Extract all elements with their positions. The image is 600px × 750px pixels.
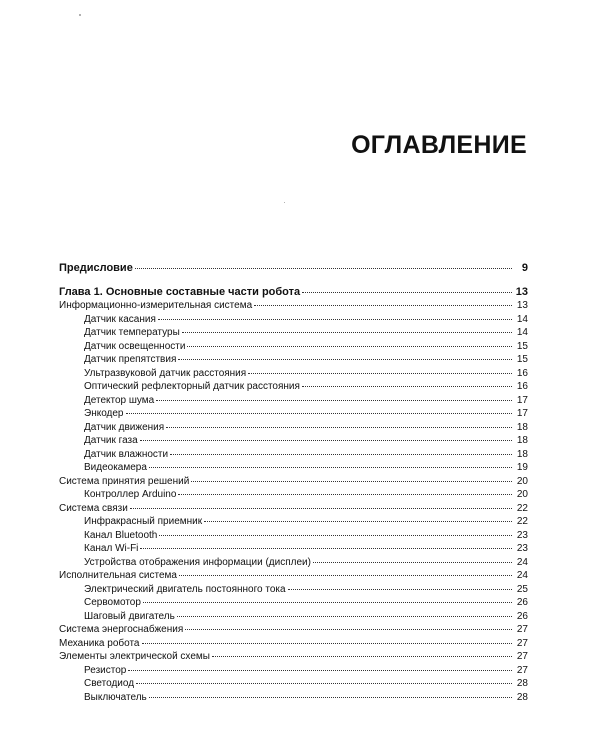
toc-entry-label: Канал Bluetooth (84, 529, 158, 541)
toc-entry-label: Инфракрасный приемник (84, 516, 203, 527)
toc-entry[interactable] (59, 313, 528, 327)
toc-entry-label: Предисловие (59, 262, 133, 274)
toc-entry-label: Система энергоснабжения (59, 624, 184, 635)
toc-entry-label: Ультразвуковой датчик расстояния (84, 367, 247, 379)
dot-leader (302, 386, 512, 387)
toc-page-number: 16 (516, 367, 528, 379)
dot-leader (128, 670, 512, 671)
toc-entry[interactable] (59, 488, 528, 502)
toc-page-number: 27 (516, 664, 528, 676)
toc-entry-preface[interactable] (59, 262, 528, 276)
dot-leader (170, 454, 512, 455)
dot-leader (140, 548, 512, 549)
toc-entry[interactable] (59, 583, 528, 597)
toc-page-number: 26 (516, 610, 528, 622)
toc-entry-label: Датчик газа (84, 435, 138, 446)
dot-leader (130, 508, 512, 509)
dot-leader (288, 589, 512, 590)
toc-page-number: 27 (516, 624, 528, 635)
dot-leader (140, 440, 512, 441)
dot-leader (149, 467, 512, 468)
dot-leader (191, 481, 512, 482)
toc-entry[interactable] (59, 407, 528, 421)
toc-entry-label: Энкодер (84, 408, 124, 419)
dot-leader (248, 373, 512, 374)
toc-entry[interactable] (59, 421, 528, 435)
toc-page-number: 17 (516, 408, 528, 419)
dot-leader (178, 494, 512, 495)
dot-leader (179, 575, 512, 576)
dot-leader (126, 413, 513, 414)
toc-entry[interactable] (59, 542, 528, 556)
toc-entry-label: Датчик движения (84, 421, 165, 433)
toc-page-number: 15 (516, 340, 528, 352)
scan-speck (284, 202, 285, 203)
toc-entry-label: Оптический рефлекторный датчик расстояния (84, 381, 300, 392)
toc-entry-label: Электрический двигатель постоянного тока (84, 583, 286, 595)
dot-leader (166, 427, 512, 428)
toc-entry[interactable] (59, 650, 528, 664)
toc-entry[interactable] (59, 502, 528, 516)
toc-page-number: 13 (515, 285, 528, 298)
toc-page-number: 18 (516, 435, 528, 446)
toc-entry[interactable] (59, 529, 528, 543)
toc-entry-label: Видеокамера (84, 462, 147, 473)
toc-page-number: 22 (516, 502, 528, 514)
toc-entry-label: Исполнительная система (59, 570, 177, 581)
toc-entry-label: Датчик препятствия (84, 354, 177, 365)
toc-entry[interactable] (59, 623, 528, 637)
toc-entry[interactable] (59, 380, 528, 394)
toc-entry[interactable] (59, 434, 528, 448)
dot-leader (313, 562, 512, 563)
toc-entry[interactable] (59, 677, 528, 691)
toc-entry[interactable] (59, 596, 528, 610)
dot-leader (185, 629, 512, 630)
toc-page-number: 14 (516, 327, 528, 338)
toc-entry[interactable] (59, 448, 528, 462)
toc-entry[interactable] (59, 340, 528, 354)
toc-page-number: 13 (516, 300, 528, 311)
toc-entry[interactable] (59, 394, 528, 408)
toc-entry[interactable] (59, 326, 528, 340)
toc-page-number: 24 (516, 570, 528, 581)
table-of-contents (59, 262, 528, 704)
toc-entry-label: Система принятия решений (59, 475, 190, 487)
toc-entry[interactable] (59, 461, 528, 475)
toc-entry-label: Датчик освещенности (84, 340, 186, 352)
toc-entry-label: Канал Wi-Fi (84, 543, 139, 554)
dot-leader (182, 332, 512, 333)
toc-entry-label: Резистор (84, 664, 127, 676)
toc-entry-label: Элементы электрической схемы (59, 651, 210, 662)
toc-page-number: 14 (516, 313, 528, 325)
toc-entry[interactable] (59, 515, 528, 529)
dot-leader (178, 359, 512, 360)
dot-leader (302, 292, 512, 293)
toc-page-number: 26 (516, 597, 528, 608)
toc-entry[interactable] (59, 664, 528, 678)
toc-entry-label: Светодиод (84, 678, 135, 689)
dot-leader (135, 268, 512, 269)
toc-entry-label: Информационно-измерительная система (59, 300, 253, 311)
toc-entry[interactable] (59, 556, 528, 570)
dot-leader (212, 656, 512, 657)
scan-speck (79, 14, 81, 16)
dot-leader (254, 305, 512, 306)
toc-entry[interactable] (59, 637, 528, 651)
toc-page-number: 23 (516, 543, 528, 554)
toc-page-number: 16 (516, 381, 528, 392)
toc-page-number: 25 (516, 583, 528, 595)
toc-entry-label: Выключатель (84, 691, 147, 703)
dot-leader (158, 319, 512, 320)
toc-page-number: 27 (516, 637, 528, 649)
toc-page-number: 15 (516, 354, 528, 365)
toc-entry-list (59, 299, 528, 704)
spacer (59, 276, 528, 286)
toc-entry-label: Глава 1. Основные составные части робота (59, 285, 301, 298)
toc-entry[interactable] (59, 610, 528, 624)
toc-entry-chapter-1[interactable] (59, 286, 528, 300)
toc-entry[interactable] (59, 299, 528, 313)
dot-leader (136, 683, 512, 684)
toc-page-number: 18 (516, 448, 528, 460)
toc-page-number: 17 (516, 394, 528, 406)
dot-leader (156, 400, 512, 401)
toc-entry-label: Шаговый двигатель (84, 610, 175, 622)
toc-page-number: 18 (516, 421, 528, 433)
dot-leader (187, 346, 512, 347)
dot-leader (177, 616, 512, 617)
toc-entry-label: Детектор шума (84, 394, 155, 406)
toc-page-number: 19 (516, 462, 528, 473)
toc-entry[interactable] (59, 367, 528, 381)
toc-page-number: 24 (516, 556, 528, 568)
toc-page-number: 22 (516, 516, 528, 527)
toc-entry-label: Датчик касания (84, 313, 156, 325)
toc-entry-label: Датчик влажности (84, 448, 169, 460)
toc-entry[interactable] (59, 353, 528, 367)
toc-entry[interactable] (59, 569, 528, 583)
toc-entry-label: Датчик температуры (84, 327, 180, 338)
dot-leader (149, 697, 512, 698)
toc-entry-label: Сервомотор (84, 597, 141, 608)
dot-leader (142, 643, 513, 644)
toc-page-number: 28 (516, 691, 528, 703)
page-title: ОГЛАВЛЕНИЕ (351, 130, 527, 159)
toc-page-number: 9 (521, 262, 528, 274)
toc-entry-label: Система связи (59, 502, 128, 514)
dot-leader (159, 535, 512, 536)
toc-entry[interactable] (59, 475, 528, 489)
toc-page-number: 28 (516, 678, 528, 689)
toc-page-number: 20 (516, 489, 528, 500)
dot-leader (204, 521, 512, 522)
dot-leader (143, 602, 512, 603)
toc-entry[interactable] (59, 691, 528, 705)
toc-entry-label: Механика робота (59, 637, 140, 649)
toc-page-number: 23 (516, 529, 528, 541)
toc-page-number: 20 (516, 475, 528, 487)
toc-entry-label: Устройства отображения информации (дисплеи) (84, 556, 311, 568)
toc-page-number: 27 (516, 651, 528, 662)
toc-entry-label: Контроллер Arduino (84, 489, 177, 500)
